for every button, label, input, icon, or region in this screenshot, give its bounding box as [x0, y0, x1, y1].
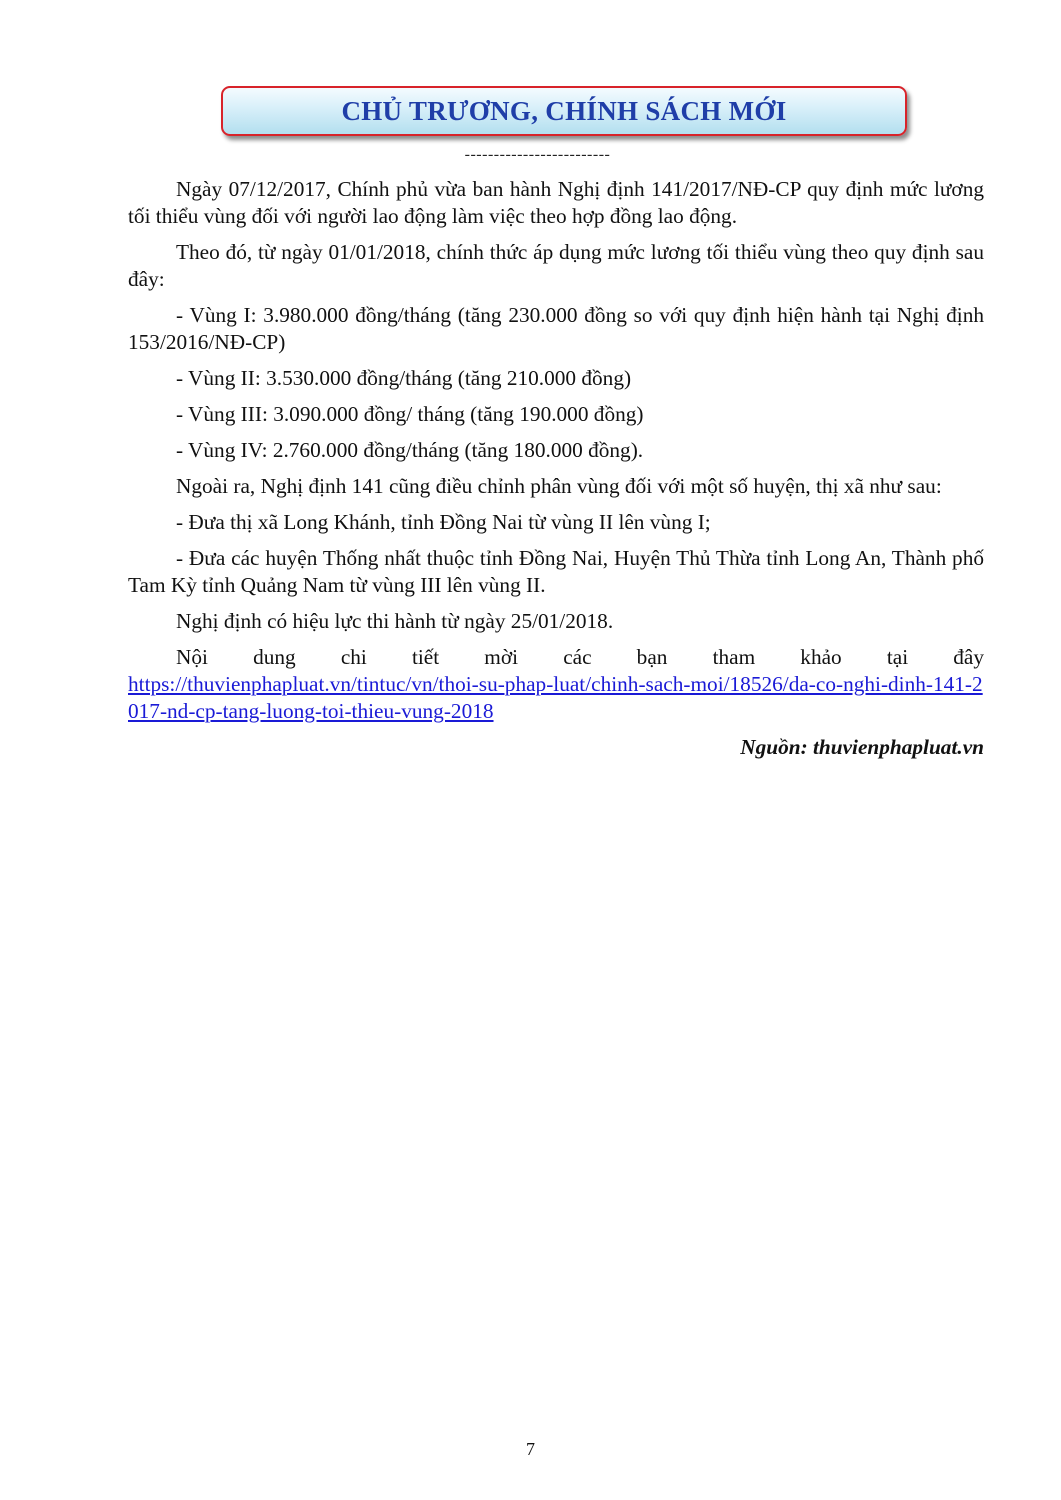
title-separator: ------------------------- [464, 146, 611, 163]
list-item-region-4: - Vùng IV: 2.760.000 đồng/tháng (tăng 180.000 đồng). [176, 438, 644, 462]
page-number: 7 [526, 1439, 535, 1459]
paragraph-effective: Theo đó, từ ngày 01/01/2018, chính thức áp dụng mức lương tối thiểu vùng theo quy định sau đây: [128, 240, 984, 291]
list-item-long-khanh: - Đưa thị xã Long Khánh, tỉnh Đồng Nai từ vùng II lên vùng I; [176, 510, 711, 534]
paragraph-intro: Ngày 07/12/2017, Chính phủ vừa ban hành Nghị định 141/2017/NĐ-CP quy định mức lương tối thiểu vùng đối với người lao động làm việc theo hợp đồng lao động. [128, 177, 984, 228]
paragraph-effective-date: Nghị định có hiệu lực thi hành từ ngày 25/01/2018. [176, 609, 614, 633]
list-item-region-2: - Vùng II: 3.530.000 đồng/tháng (tăng 210.000 đồng) [176, 366, 632, 390]
title-banner [221, 86, 907, 136]
article-body [128, 176, 984, 761]
list-item-region-3: - Vùng III: 3.090.000 đồng/ tháng (tăng 190.000 đồng) [176, 402, 644, 426]
paragraph-reference: Nội dung chi tiết mời các bạn tham khảo tại đây [176, 645, 984, 669]
list-item-districts: - Đưa các huyện Thống nhất thuộc tỉnh Đồng Nai, Huyện Thủ Thừa tỉnh Long An, Thành phố Tam Kỳ tỉnh Quảng Nam từ vùng III lên vùng II. [128, 546, 984, 597]
list-item-region-1: - Vùng I: 3.980.000 đồng/tháng (tăng 230.000 đồng so với quy định hiện hành tại Nghị định 153/2016/NĐ-CP) [128, 303, 984, 354]
paragraph-adjustment: Ngoài ra, Nghị định 141 cũng điều chỉnh phân vùng đối với một số huyện, thị xã như sau: [176, 474, 942, 498]
page-title: CHỦ TRƯƠNG, CHÍNH SÁCH MỚI [341, 95, 787, 126]
reference-link[interactable]: https://thuvienphapluat.vn/tintuc/vn/thoi-su-phap-luat/chinh-sach-moi/18526/da-co-nghi-dinh-141-2017-nd-cp-tang-luong-toi-thieu-vung-2018 [128, 672, 983, 723]
source-credit: Nguồn: thuvienphapluat.vn [740, 735, 984, 759]
